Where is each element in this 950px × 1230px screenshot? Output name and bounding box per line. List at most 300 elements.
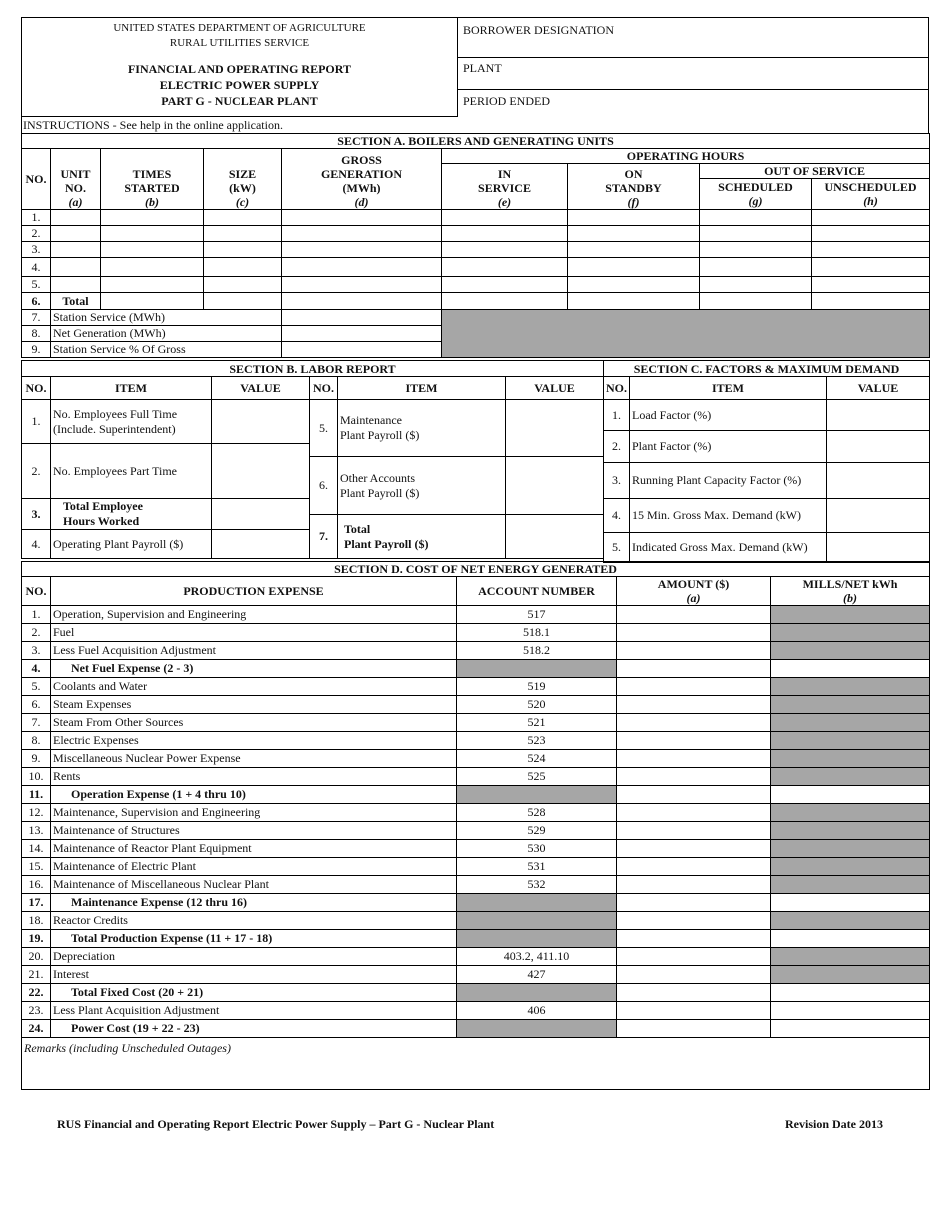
period-ended-label: PERIOD ENDED — [463, 94, 550, 108]
section-a-table — [21, 133, 930, 358]
sd-row-amount[interactable] — [617, 966, 771, 984]
sa-row — [22, 258, 930, 277]
sa-cell-a[interactable] — [51, 210, 101, 226]
sd-row-amount[interactable] — [617, 678, 771, 696]
sd-row-account: 520 — [457, 696, 617, 714]
sd-row-account — [457, 930, 617, 948]
sb-col-item-2: ITEM — [338, 377, 506, 400]
sa-cell-e[interactable] — [442, 226, 568, 242]
sa-cell-f[interactable] — [568, 226, 700, 242]
sd-col-amount: AMOUNT ($) (a) — [617, 577, 771, 606]
sd-row — [22, 642, 930, 660]
sd-col-account-number: ACCOUNT NUMBER — [457, 577, 617, 606]
sd-row-account: 518.1 — [457, 624, 617, 642]
sd-row-mills[interactable] — [771, 894, 930, 912]
sd-row-amount[interactable] — [617, 822, 771, 840]
sc-row-value[interactable] — [827, 499, 930, 533]
sd-row-label: Maintenance, Supervision and Engineering — [51, 804, 457, 822]
sd-row-amount[interactable] — [617, 984, 771, 1002]
section-a-title: SECTION A. BOILERS AND GENERATING UNITS — [22, 134, 930, 149]
sd-row-no: 3. — [22, 642, 51, 660]
sd-row-mills — [771, 840, 930, 858]
sc-row-label: Running Plant Capacity Factor (%) — [630, 463, 827, 499]
sd-row — [22, 930, 930, 948]
sb-r6-label: Other Accounts Plant Payroll ($) — [338, 457, 506, 515]
plant-label: PLANT — [463, 61, 502, 75]
sd-row-mills[interactable] — [771, 660, 930, 678]
sd-row-mills — [771, 822, 930, 840]
sd-row-no: 1. — [22, 606, 51, 624]
sc-col-value: VALUE — [827, 377, 930, 400]
sd-row-label: Coolants and Water — [51, 678, 457, 696]
sd-row-account — [457, 786, 617, 804]
sd-row — [22, 732, 930, 750]
sa-cell-d[interactable] — [282, 226, 442, 242]
sd-row-amount[interactable] — [617, 606, 771, 624]
sd-row-label: Maintenance of Electric Plant — [51, 858, 457, 876]
sa-cell-h[interactable] — [812, 258, 930, 277]
sd-row-no: 15. — [22, 858, 51, 876]
sb-r3-value[interactable] — [212, 499, 310, 530]
sd-row-account — [457, 894, 617, 912]
sd-row — [22, 714, 930, 732]
sd-row — [22, 894, 930, 912]
sd-row — [22, 606, 930, 624]
sd-row-no: 21. — [22, 966, 51, 984]
sc-row-value[interactable] — [827, 463, 930, 499]
sd-row-mills[interactable] — [771, 1020, 930, 1038]
sd-row-mills — [771, 678, 930, 696]
sb-r5-no: 5. — [310, 400, 338, 457]
sb-r7-no: 7. — [310, 515, 338, 559]
sd-row-no: 11. — [22, 786, 51, 804]
sd-row-no: 6. — [22, 696, 51, 714]
section-b-table — [21, 360, 604, 559]
footer-revision-date: Revision Date 2013 — [785, 1117, 883, 1131]
sa-row — [22, 242, 930, 258]
sd-row-account: 523 — [457, 732, 617, 750]
sd-col-no: NO. — [22, 577, 51, 606]
sc-row-label: Indicated Gross Max. Demand (kW) — [630, 533, 827, 563]
sd-row-mills — [771, 732, 930, 750]
sd-row-label: Maintenance Expense (12 thru 16) — [51, 894, 457, 912]
sd-row-amount[interactable] — [617, 1020, 771, 1038]
sa-r7-label: Station Service (MWh) — [51, 310, 282, 326]
sd-row — [22, 696, 930, 714]
sd-row-label: Maintenance of Reactor Plant Equipment — [51, 840, 457, 858]
sa-total-d[interactable] — [282, 293, 442, 310]
sd-row — [22, 858, 930, 876]
sd-row-no: 14. — [22, 840, 51, 858]
sa-r8-value[interactable] — [282, 326, 442, 342]
sd-row-mills — [771, 624, 930, 642]
sa-cell-b[interactable] — [101, 242, 204, 258]
sa-operating-hours: OPERATING HOURS — [442, 149, 930, 164]
sb-r7-value[interactable] — [506, 515, 604, 559]
sd-row-amount[interactable] — [617, 714, 771, 732]
footer-form-name: RUS Financial and Operating Report Electric Power Supply – Part G - Nuclear Plant — [57, 1117, 495, 1131]
sa-r9-label: Station Service % Of Gross — [51, 342, 282, 358]
sd-row-label: Less Fuel Acquisition Adjustment — [51, 642, 457, 660]
sc-row-no: 5. — [604, 533, 630, 563]
sb-r6-value[interactable] — [506, 457, 604, 515]
sd-row-account: 518.2 — [457, 642, 617, 660]
sb-r4-label: Operating Plant Payroll ($) — [51, 530, 212, 559]
sc-row — [604, 499, 930, 533]
sd-row-amount[interactable] — [617, 912, 771, 930]
sa-cell-a[interactable] — [51, 226, 101, 242]
sb-r7-label: Total Plant Payroll ($) — [338, 515, 506, 559]
sd-row-amount[interactable] — [617, 624, 771, 642]
sa-col-unscheduled: UNSCHEDULED (h) — [812, 179, 930, 210]
sc-row — [604, 463, 930, 499]
sd-row-label: Steam Expenses — [51, 696, 457, 714]
sb-r2-no: 2. — [22, 444, 51, 499]
sd-row — [22, 1020, 930, 1038]
sd-row — [22, 750, 930, 768]
sd-row-account: 528 — [457, 804, 617, 822]
instructions-text: INSTRUCTIONS - See help in the online application. — [23, 118, 283, 132]
sa-col-times: TIMES STARTED (b) — [101, 149, 204, 210]
sd-row-mills — [771, 606, 930, 624]
sb-r1-value[interactable] — [212, 400, 310, 444]
header-rule-1 — [458, 57, 929, 58]
sd-row-mills — [771, 912, 930, 930]
sc-row-no: 4. — [604, 499, 630, 533]
sa-cell-e[interactable] — [442, 277, 568, 293]
sd-row-mills[interactable] — [771, 1002, 930, 1020]
sd-row — [22, 948, 930, 966]
sd-row-mills — [771, 876, 930, 894]
sd-row-account — [457, 984, 617, 1002]
sd-row-account: 524 — [457, 750, 617, 768]
header-rule-2 — [458, 89, 929, 90]
sa-cell-e[interactable] — [442, 242, 568, 258]
form-title-line-1: FINANCIAL AND OPERATING REPORT — [127, 62, 352, 76]
sd-row-amount[interactable] — [617, 840, 771, 858]
section-d-title: SECTION D. COST OF NET ENERGY GENERATED — [22, 562, 930, 577]
sd-row — [22, 660, 930, 678]
sd-row — [22, 804, 930, 822]
sd-row-amount[interactable] — [617, 948, 771, 966]
sc-row-no: 1. — [604, 400, 630, 431]
sa-cell-d[interactable] — [282, 210, 442, 226]
sd-row-label: Depreciation — [51, 948, 457, 966]
sa-cell-e[interactable] — [442, 258, 568, 277]
sd-row-no: 12. — [22, 804, 51, 822]
sd-row-mills — [771, 966, 930, 984]
sd-row-no: 24. — [22, 1020, 51, 1038]
sb-r1-no: 1. — [22, 400, 51, 444]
sd-row-mills — [771, 768, 930, 786]
header-rule-instructions — [21, 116, 458, 117]
sa-r8-label: Net Generation (MWh) — [51, 326, 282, 342]
sd-row-account: 406 — [457, 1002, 617, 1020]
sa-total-label: Total — [51, 293, 101, 310]
sd-row — [22, 786, 930, 804]
agency-line-2: RURAL UTILITIES SERVICE — [169, 37, 310, 49]
sd-row — [22, 966, 930, 984]
sd-row-amount[interactable] — [617, 786, 771, 804]
sd-row-account — [457, 1020, 617, 1038]
sc-col-no: NO. — [604, 377, 630, 400]
sa-cell-g[interactable] — [700, 210, 812, 226]
sa-cell-c[interactable] — [204, 277, 282, 293]
sa-cell-f[interactable] — [568, 258, 700, 277]
sd-row — [22, 876, 930, 894]
sa-cell-a[interactable] — [51, 258, 101, 277]
sd-row — [22, 1002, 930, 1020]
sc-row-label: Load Factor (%) — [630, 400, 827, 431]
sa-cell-f[interactable] — [568, 242, 700, 258]
sc-row — [604, 400, 930, 431]
sd-row-mills[interactable] — [771, 984, 930, 1002]
sa-cell-a[interactable] — [51, 277, 101, 293]
sd-row-account: 521 — [457, 714, 617, 732]
sd-row-amount[interactable] — [617, 930, 771, 948]
sb-r2-label: No. Employees Part Time — [51, 444, 212, 499]
sb-col-value: VALUE — [212, 377, 310, 400]
sa-out-of-service: OUT OF SERVICE — [700, 164, 930, 179]
section-c-table — [603, 360, 930, 563]
sa-col-gross: GROSS GENERATION (MWh) (d) — [282, 149, 442, 210]
sd-row-amount[interactable] — [617, 768, 771, 786]
sa-cell-b[interactable] — [101, 277, 204, 293]
sb-r1-label: No. Employees Full Time (Include. Superintendent) — [51, 400, 212, 444]
sa-cell-b[interactable] — [101, 210, 204, 226]
sa-cell-h[interactable] — [812, 277, 930, 293]
sa-cell-c[interactable] — [204, 242, 282, 258]
sd-row-amount[interactable] — [617, 750, 771, 768]
sd-row-label: Interest — [51, 966, 457, 984]
sd-row-amount[interactable] — [617, 696, 771, 714]
sd-row-account: 531 — [457, 858, 617, 876]
sa-r7-no: 7. — [22, 310, 51, 326]
sd-row-account: 529 — [457, 822, 617, 840]
sd-row-mills — [771, 804, 930, 822]
sb-col-no-2: NO. — [310, 377, 338, 400]
sa-row-no: 3. — [22, 242, 51, 258]
sd-row — [22, 822, 930, 840]
sa-col-scheduled: SCHEDULED (g) — [700, 179, 812, 210]
sa-total-c[interactable] — [204, 293, 282, 310]
sa-cell-c[interactable] — [204, 226, 282, 242]
sd-row-label: Less Plant Acquisition Adjustment — [51, 1002, 457, 1020]
sd-row-account: 519 — [457, 678, 617, 696]
sa-total-no: 6. — [22, 293, 51, 310]
sa-row — [22, 277, 930, 293]
agency-line-1: UNITED STATES DEPARTMENT OF AGRICULTURE — [113, 22, 366, 34]
sa-cell-e[interactable] — [442, 210, 568, 226]
sd-row-label: Electric Expenses — [51, 732, 457, 750]
sa-col-in-service: IN SERVICE (e) — [442, 164, 568, 210]
sd-row-label: Total Production Expense (11 + 17 - 18) — [51, 930, 457, 948]
sd-row-label: Miscellaneous Nuclear Power Expense — [51, 750, 457, 768]
sd-row-amount[interactable] — [617, 1002, 771, 1020]
sa-cell-g[interactable] — [700, 277, 812, 293]
sd-row-no: 23. — [22, 1002, 51, 1020]
sa-cell-g[interactable] — [700, 242, 812, 258]
form-title-line-2: ELECTRIC POWER SUPPLY — [159, 78, 320, 92]
sc-row — [604, 431, 930, 463]
sc-row-no: 2. — [604, 431, 630, 463]
sa-row-no: 2. — [22, 226, 51, 242]
sd-row-label: Operation Expense (1 + 4 thru 10) — [51, 786, 457, 804]
sd-row-no: 2. — [22, 624, 51, 642]
sa-col-no: NO. — [22, 149, 51, 210]
sc-row-value[interactable] — [827, 400, 930, 431]
sd-row — [22, 840, 930, 858]
sd-row-account: 427 — [457, 966, 617, 984]
sd-row — [22, 984, 930, 1002]
sd-row-account: 532 — [457, 876, 617, 894]
sa-cell-f[interactable] — [568, 210, 700, 226]
sd-row-label: Operation, Supervision and Engineering — [51, 606, 457, 624]
sa-row — [22, 226, 930, 242]
sd-row-amount[interactable] — [617, 642, 771, 660]
sa-cell-h[interactable] — [812, 242, 930, 258]
sd-row-amount[interactable] — [617, 804, 771, 822]
sa-cell-b[interactable] — [101, 226, 204, 242]
sa-col-size: SIZE (kW) (c) — [204, 149, 282, 210]
sd-row — [22, 678, 930, 696]
header-divider — [457, 17, 458, 117]
sd-row-no: 7. — [22, 714, 51, 732]
sd-row-amount[interactable] — [617, 858, 771, 876]
sa-col-unit: UNIT NO. (a) — [51, 149, 101, 210]
sd-row-account — [457, 912, 617, 930]
sd-col-mills: MILLS/NET kWh (b) — [771, 577, 930, 606]
sd-row — [22, 624, 930, 642]
sb-r3-label: Total Employee Hours Worked — [51, 499, 212, 530]
sc-row-no: 3. — [604, 463, 630, 499]
sb-r3-no: 3. — [22, 499, 51, 530]
sd-row — [22, 768, 930, 786]
sd-row-label: Total Fixed Cost (20 + 21) — [51, 984, 457, 1002]
agency-block — [22, 21, 457, 51]
sd-row-account: 517 — [457, 606, 617, 624]
sd-row-label: Power Cost (19 + 22 - 23) — [51, 1020, 457, 1038]
sa-total-e[interactable] — [442, 293, 568, 310]
sa-total-b[interactable] — [101, 293, 204, 310]
sa-cell-f[interactable] — [568, 277, 700, 293]
sa-cell-d[interactable] — [282, 242, 442, 258]
sd-row-account: 403.2, 411.10 — [457, 948, 617, 966]
sd-row-no: 17. — [22, 894, 51, 912]
sb-r2-value[interactable] — [212, 444, 310, 499]
sb-r5-label: Maintenance Plant Payroll ($) — [338, 400, 506, 457]
sd-row-account: 530 — [457, 840, 617, 858]
sb-col-value-2: VALUE — [506, 377, 604, 400]
sc-row-label: 15 Min. Gross Max. Demand (kW) — [630, 499, 827, 533]
sa-r9-value[interactable] — [282, 342, 442, 358]
sd-row-no: 8. — [22, 732, 51, 750]
sd-row-amount[interactable] — [617, 894, 771, 912]
sd-col-production-expense: PRODUCTION EXPENSE — [51, 577, 457, 606]
sa-cell-b[interactable] — [101, 258, 204, 277]
sa-cell-d[interactable] — [282, 258, 442, 277]
sa-cell-h[interactable] — [812, 210, 930, 226]
sd-row-no: 22. — [22, 984, 51, 1002]
sd-row-mills — [771, 858, 930, 876]
sa-shaded-block — [442, 310, 930, 358]
sd-row-no: 19. — [22, 930, 51, 948]
sd-row-mills — [771, 696, 930, 714]
sd-row-amount[interactable] — [617, 732, 771, 750]
sa-cell-g[interactable] — [700, 226, 812, 242]
sc-row-label: Plant Factor (%) — [630, 431, 827, 463]
sb-col-no: NO. — [22, 377, 51, 400]
section-c-title: SECTION C. FACTORS & MAXIMUM DEMAND — [604, 361, 930, 377]
sb-r4-value[interactable] — [212, 530, 310, 559]
form-title-line-3: PART G - NUCLEAR PLANT — [161, 94, 318, 108]
sd-row-mills — [771, 948, 930, 966]
sd-row-no: 18. — [22, 912, 51, 930]
sb-r6-no: 6. — [310, 457, 338, 515]
sd-row-mills — [771, 750, 930, 768]
sa-cell-c[interactable] — [204, 210, 282, 226]
sd-row-no: 20. — [22, 948, 51, 966]
sc-row — [604, 533, 930, 563]
sa-r7-value[interactable] — [282, 310, 442, 326]
sc-row-value[interactable] — [827, 431, 930, 463]
remarks-label: Remarks (including Unscheduled Outages) — [24, 1041, 231, 1055]
remarks-box[interactable] — [22, 1038, 930, 1090]
sd-row-no: 4. — [22, 660, 51, 678]
sb-r5-value[interactable] — [506, 400, 604, 457]
sd-row-no: 10. — [22, 768, 51, 786]
sa-total-g[interactable] — [700, 293, 812, 310]
sa-cell-g[interactable] — [700, 258, 812, 277]
sd-row-no: 13. — [22, 822, 51, 840]
sc-col-item: ITEM — [630, 377, 827, 400]
sa-col-on-standby: ON STANDBY (f) — [568, 164, 700, 210]
sa-total-f[interactable] — [568, 293, 700, 310]
sd-row-account: 525 — [457, 768, 617, 786]
form-title — [22, 61, 457, 109]
sd-row-no: 9. — [22, 750, 51, 768]
sd-row-amount[interactable] — [617, 876, 771, 894]
sa-row-no: 1. — [22, 210, 51, 226]
sc-row-value[interactable] — [827, 533, 930, 563]
sd-row-mills — [771, 714, 930, 732]
sd-row-account — [457, 660, 617, 678]
sd-row-label: Steam From Other Sources — [51, 714, 457, 732]
sd-row-no: 5. — [22, 678, 51, 696]
sd-row-no: 16. — [22, 876, 51, 894]
sd-row-label: Fuel — [51, 624, 457, 642]
sd-row-amount[interactable] — [617, 660, 771, 678]
sd-row-label: Maintenance of Structures — [51, 822, 457, 840]
sa-cell-a[interactable] — [51, 242, 101, 258]
sd-row-mills[interactable] — [771, 786, 930, 804]
sb-col-item: ITEM — [51, 377, 212, 400]
sa-cell-c[interactable] — [204, 258, 282, 277]
sb-r4-no: 4. — [22, 530, 51, 559]
sd-row-label: Maintenance of Miscellaneous Nuclear Plant — [51, 876, 457, 894]
sd-row — [22, 912, 930, 930]
sa-cell-d[interactable] — [282, 277, 442, 293]
sa-total-h[interactable] — [812, 293, 930, 310]
sa-row — [22, 210, 930, 226]
sd-row-mills[interactable] — [771, 930, 930, 948]
sa-cell-h[interactable] — [812, 226, 930, 242]
sa-row-no: 5. — [22, 277, 51, 293]
sa-r9-no: 9. — [22, 342, 51, 358]
section-b-title: SECTION B. LABOR REPORT — [22, 361, 604, 377]
sd-row-label: Net Fuel Expense (2 - 3) — [51, 660, 457, 678]
borrower-designation-label: BORROWER DESIGNATION — [463, 23, 614, 37]
